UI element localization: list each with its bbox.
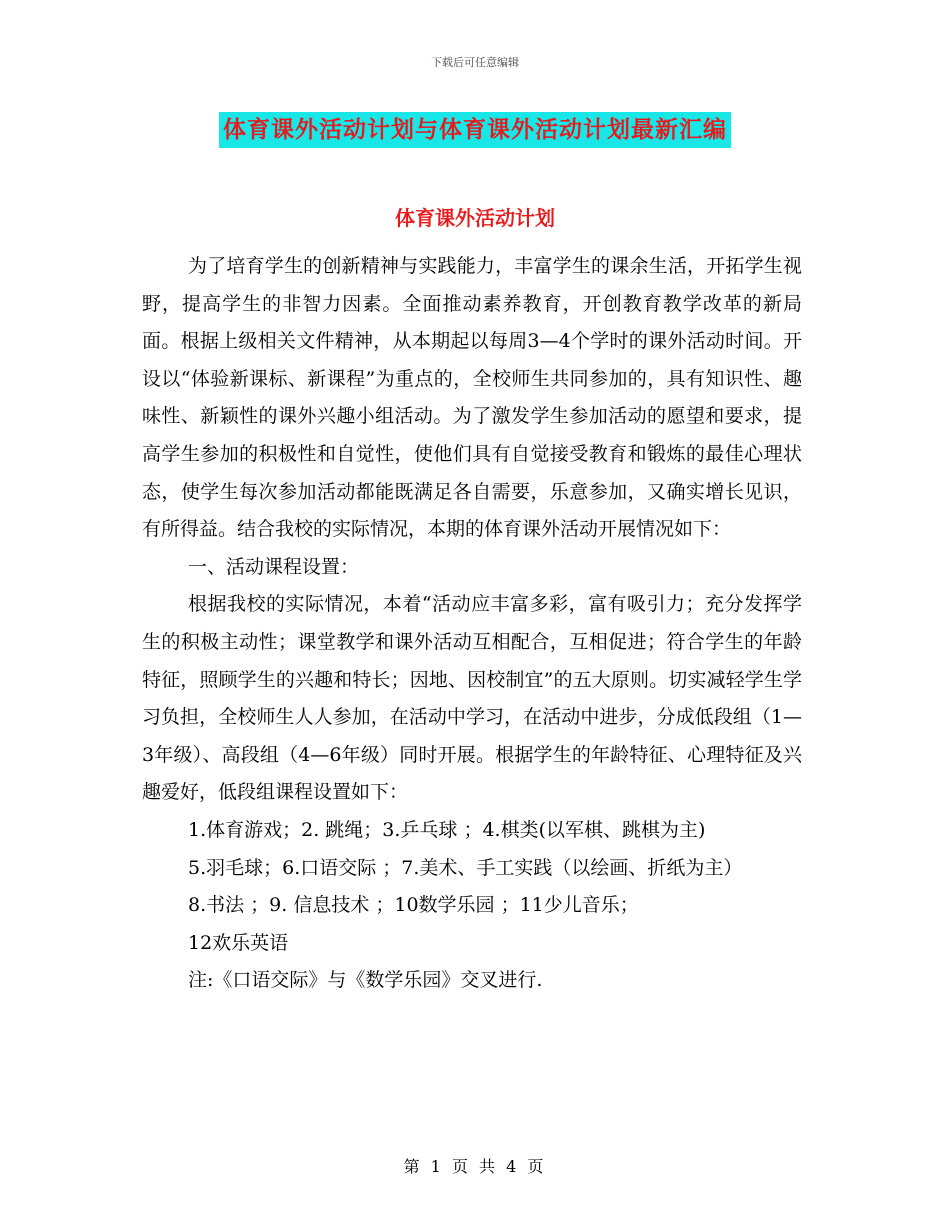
paragraph-intro: 为了培育学生的创新精神与实践能力，丰富学生的课余生活，开拓学生视野，提高学生的非智力因素。全面推动素养教育，开创教育教学改革的新局面。根据上级相关文件精神，从本期起以每周3—4个学时的课外活动时间。开设以“体验新课标、新课程”为重点的，全校师生共同参加的，具有知识性、趣味性、新颖性的课外兴趣小组活动。为了激发学生参加活动的愿望和要求，提高学生参加的积极性和自觉性，使他们具有自觉接受教育和锻炼的最佳心理状态，使学生每次参加活动都能既满足各自需要，乐意参加，又确实增长见识，有所得益。结合我校的实际情况，本期的体育课外活动开展情况如下： — [142, 255, 802, 541]
main-title: 体育课外活动计划与体育课外活动计划最新汇编 — [219, 112, 731, 148]
header-note: 下载后可任意编辑 — [431, 56, 519, 69]
main-title-container — [0, 112, 950, 148]
page-footer: 第 1 页 共 4 页 — [403, 1157, 547, 1176]
paragraph-principles: 根据我校的实际情况，本着“活动应丰富多彩，富有吸引力；充分发挥学生的积极主动性；课堂教学和课外活动互相配合，互相促进；符合学生的年龄特征，照顾学生的兴趣和特长；因地、因校制宜”的五大原则。切实减轻学生学习负担，全校师生人人参加，在活动中学习，在活动中进步，分成低段组（1—3年级）、高段组（4—6年级）同时开展。根据学生的年龄特征、心理特征及兴趣爱好，低段组课程设置如下： — [142, 593, 802, 804]
section-title: 体育课外活动计划 — [395, 206, 555, 230]
document-body — [142, 248, 802, 1000]
course-list-line-1: 1.体育游戏；2. 跳绳；3.乒乓球 ；4.棋类(以军棋、跳棋为主) — [188, 818, 706, 841]
course-list-line-3: 8.书法 ；9. 信息技术 ；10数学乐园 ；11少儿音乐； — [188, 894, 639, 917]
heading-activity-courses: 一、活动课程设置： — [188, 555, 360, 578]
note-line: 注:《口语交际》与《数学乐园》交叉进行. — [188, 969, 543, 992]
course-list-line-4: 12欢乐英语 — [188, 931, 289, 954]
course-list-line-2: 5.羽毛球；6.口语交际 ；7.美术、手工实践（以绘画、折纸为主） — [188, 856, 743, 879]
